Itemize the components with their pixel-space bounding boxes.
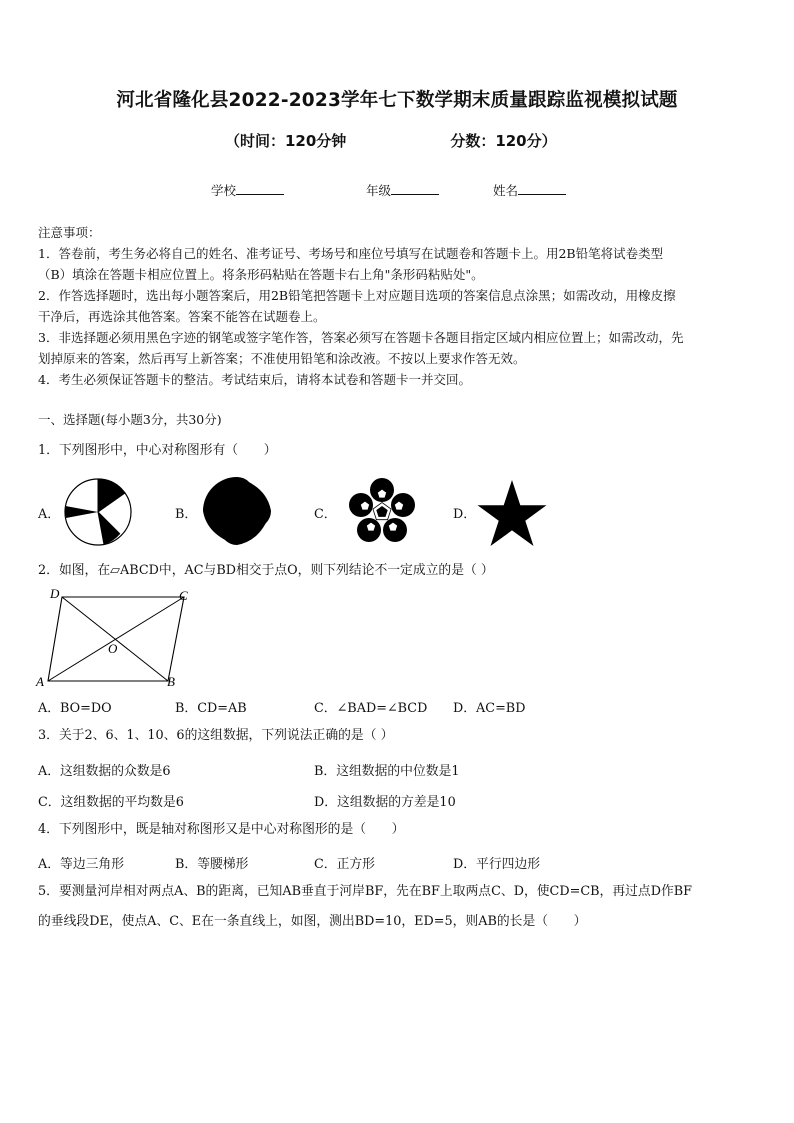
grade-label: 年级	[366, 183, 392, 198]
notice-block	[38, 222, 760, 390]
school-blank[interactable]	[236, 182, 284, 195]
q1-figure-d-star	[477, 480, 547, 546]
q1-option-c-label: C．	[314, 507, 337, 522]
exam-info	[225, 130, 557, 151]
student-fields	[211, 181, 566, 199]
point-a-label: A	[36, 674, 44, 689]
notice-heading: 注意事项：	[38, 225, 101, 240]
q3-option-a: A．这组数据的众数是6	[38, 764, 171, 779]
point-c-label: C	[179, 588, 188, 603]
name-label: 姓名	[493, 183, 519, 198]
notice-line: 4．考生必须保证答题卡的整洁。考试结束后，请将本试卷和答题卡一并交回。	[38, 372, 471, 387]
q3-option-d: D．这组数据的方差是10	[314, 795, 456, 810]
point-d-label: D	[50, 586, 60, 601]
notice-line: 3．非选择题必须用黑色字迹的钢笔或签字笔作答，答案必须写在答题卡各题目指定区域内相应位置上；如需改动，先	[38, 330, 684, 345]
grade-blank[interactable]	[391, 182, 439, 195]
point-b-label: B	[167, 674, 175, 689]
notice-line: 干净后，再选涂其他答案。答案不能答在试题卷上。	[38, 309, 326, 324]
notice-line: （B）填涂在答题卡相应位置上。将条形码粘贴在答题卡右上角"条形码粘贴处"。	[38, 267, 484, 282]
q2-option-b: B．CD=AB	[175, 701, 247, 716]
q1-option-d-label: D．	[453, 507, 477, 522]
section-heading: 一、选择题(每小题3分，共30分)	[38, 412, 222, 427]
q2-option-a: A．BO=DO	[38, 701, 112, 716]
q3-option-c: C．这组数据的平均数是6	[38, 795, 184, 810]
q1-option-b-label: B．	[175, 507, 198, 522]
q4-option-a: A．等边三角形	[38, 857, 125, 872]
question-2-stem: 2．如图，在▱ABCD中，AC与BD相交于点O，则下列结论不一定成立的是（ ）	[38, 563, 494, 578]
q2-option-c: C．∠BAD=∠BCD	[314, 701, 428, 716]
notice-line: 划掉原来的答案，然后再写上新答案；不准使用铅笔和涂改液。不按以上要求作答无效。	[38, 351, 526, 366]
q1-figure-b-pinwheel	[202, 476, 272, 546]
time-label: （时间：120分钟	[225, 132, 347, 150]
question-4-stem: 4．下列图形中，既是轴对称图形又是中心对称图形的是（ ）	[38, 822, 405, 837]
page-title: 河北省隆化县2022-2023学年七下数学期末质量跟踪监视模拟试题	[116, 90, 678, 111]
q4-option-c: C．正方形	[314, 857, 375, 872]
question-3-stem: 3．关于2、6、1、10、6的这组数据，下列说法正确的是（ ）	[38, 728, 394, 743]
q4-option-b: B．等腰梯形	[175, 857, 249, 872]
notice-line: 1．答卷前，考生务必将自己的姓名、准考证号、考场号和座位号填写在试题卷和答题卡上。用2B铅笔将试卷类型	[38, 246, 664, 261]
q1-figure-a-pinwheel-circle	[64, 478, 132, 546]
q3-option-b: B．这组数据的中位数是1	[314, 764, 460, 779]
q2-option-d: D．AC=BD	[453, 701, 526, 716]
name-blank[interactable]	[518, 182, 566, 195]
question-5-line-2: 的垂线段DE，使点A、C、E在一条直线上，如图，测出BD=10，ED=5，则AB的长是（ ）	[38, 914, 587, 929]
point-o-label: O	[108, 641, 118, 656]
q4-option-d: D．平行四边形	[453, 857, 541, 872]
question-5-stem	[38, 878, 760, 935]
school-label: 学校	[211, 183, 237, 198]
q1-figure-c-pentagon-flower	[348, 478, 416, 546]
question-5-line-1: 5．要测量河岸相对两点A、B的距离，已知AB垂直于河岸BF，先在BF上取两点C、D，使CD=CB，再过点D作BF	[38, 884, 693, 899]
notice-line: 2．作答选择题时，选出每小题答案后，用2B铅笔把答题卡上对应题目选项的答案信息点涂黑；如需改动，用橡皮擦	[38, 288, 676, 303]
question-1-stem: 1．下列图形中，中心对称图形有（ ）	[38, 443, 277, 458]
q2-parallelogram-figure	[36, 586, 196, 690]
score-label: 分数：120分）	[450, 132, 557, 150]
q1-option-a-label: A．	[38, 507, 61, 522]
